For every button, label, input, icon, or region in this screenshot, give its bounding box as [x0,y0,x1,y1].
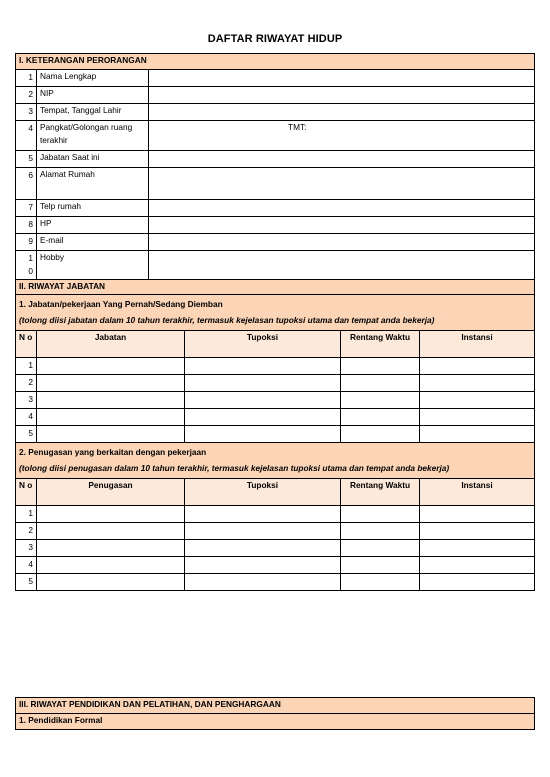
row-number: 1 [16,506,37,523]
value-cell[interactable] [149,151,535,168]
cell[interactable] [185,540,341,557]
cell[interactable] [420,409,535,426]
row-label: Hobby [37,251,149,280]
row-number: 3 [16,540,37,557]
table-row [16,392,535,409]
col-header-instansi: Instansi [420,331,535,358]
section-2-header: II. RIWAYAT JABATAN [16,280,535,295]
table-row [16,87,535,104]
cell[interactable] [37,557,185,574]
cell[interactable] [37,540,185,557]
value-cell[interactable] [149,70,535,87]
cell[interactable] [420,358,535,375]
row-number: 2 [16,375,37,392]
cell[interactable] [420,523,535,540]
row-number: 3 [16,104,37,121]
cell[interactable] [185,523,341,540]
row-number: 2 [16,523,37,540]
cell[interactable] [37,506,185,523]
cell[interactable] [420,506,535,523]
part-1-note: (tolong diisi jabatan dalam 10 tahun terakhir, termasuk kejelasan tupoksi utama dan tempat anda bekerja) [19,315,435,325]
table-header-row [16,331,535,358]
value-cell[interactable] [149,87,535,104]
part-2-title: 2. Penugasan yang berkaitan dengan pekerjaan [19,447,207,457]
section-3-header: III. RIWAYAT PENDIDIKAN DAN PELATIHAN, DAN PENGHARGAAN [16,698,535,714]
row-number: 1 0 [16,251,37,280]
tmt-label: TMT: [288,122,307,132]
table-row [16,151,535,168]
table-row [16,200,535,217]
row-number: 8 [16,217,37,234]
cell[interactable] [420,557,535,574]
value-cell[interactable] [149,200,535,217]
cell[interactable] [341,540,420,557]
part-1-heading [16,295,535,331]
cell[interactable] [185,557,341,574]
table-row [16,523,535,540]
row-number: 5 [16,426,37,443]
part-2-note: (tolong diisi penugasan dalam 10 tahun terakhir, termasuk kejelasan tupoksi utama dan tempat anda bekerja) [19,463,450,473]
employment-history-table [15,279,535,591]
section-1-header: I. KETERANGAN PERORANGAN [16,54,535,70]
row-label: Pangkat/Golongan ruang terakhir [37,121,149,151]
document-title: DAFTAR RIWAYAT HIDUP [207,33,343,45]
table-row [16,375,535,392]
table-row [16,557,535,574]
table-row [16,540,535,557]
row-label: E-mail [37,234,149,251]
section-3-sub-1: 1. Pendidikan Formal [16,714,535,730]
value-cell[interactable] [149,104,535,121]
row-number: 5 [16,151,37,168]
col-header-rentang-waktu: Rentang Waktu [341,331,420,358]
cell[interactable] [341,557,420,574]
table-row [16,217,535,234]
cell[interactable] [341,506,420,523]
part-2-heading [16,443,535,479]
table-row [16,358,535,375]
row-label: Nama Lengkap [37,70,149,87]
table-row [16,251,535,280]
row-number: 1 [16,70,37,87]
row-label: HP [37,217,149,234]
value-cell[interactable] [149,168,535,200]
col-header-jabatan: Jabatan [37,331,185,358]
table-row [16,409,535,426]
cell[interactable] [37,409,185,426]
cell[interactable] [185,392,341,409]
row-label: Alamat Rumah [37,168,149,200]
row-label: Telp rumah [37,200,149,217]
col-header-tupoksi: Tupoksi [185,331,341,358]
table-row [16,121,535,151]
cell[interactable] [37,574,185,591]
row-number: 3 [16,392,37,409]
cell[interactable] [420,375,535,392]
col-header-no: N o [16,331,37,358]
cell[interactable] [341,358,420,375]
cell[interactable] [37,426,185,443]
table-row [16,70,535,87]
table-row [16,234,535,251]
cell[interactable] [185,358,341,375]
row-number: 9 [16,234,37,251]
cell[interactable] [420,392,535,409]
cell[interactable] [341,392,420,409]
personal-info-table [15,53,535,280]
table-row [16,506,535,523]
cell[interactable] [420,426,535,443]
cell[interactable] [341,574,420,591]
table-header-row [16,479,535,506]
value-cell[interactable] [149,251,535,280]
table-row [16,574,535,591]
table-row [16,426,535,443]
cell[interactable] [37,375,185,392]
row-number: 6 [16,168,37,200]
cell[interactable] [185,409,341,426]
cell[interactable] [185,574,341,591]
row-number: 5 [16,574,37,591]
value-cell[interactable] [149,217,535,234]
cell[interactable] [420,540,535,557]
table-row [16,104,535,121]
col-header-penugasan: Penugasan [37,479,185,506]
cell[interactable] [185,426,341,443]
row-label: NIP [37,87,149,104]
row-number: 2 [16,87,37,104]
cell[interactable] [37,358,185,375]
value-cell[interactable] [149,234,535,251]
table-row [16,168,535,200]
cell[interactable] [37,523,185,540]
col-header-rentang-waktu: Rentang Waktu [341,479,420,506]
cell[interactable] [185,375,341,392]
cell[interactable] [420,574,535,591]
cell[interactable] [37,392,185,409]
row-number: 4 [16,557,37,574]
part-1-title: 1. Jabatan/pekerjaan Yang Pernah/Sedang Diemban [19,299,223,309]
value-cell[interactable] [149,121,535,151]
col-header-no: N o [16,479,37,506]
cell[interactable] [341,409,420,426]
row-number: 7 [16,200,37,217]
cell[interactable] [341,523,420,540]
row-number: 4 [16,121,37,151]
education-table [15,697,535,730]
row-label: Tempat, Tanggal Lahir [37,104,149,121]
col-header-tupoksi: Tupoksi [185,479,341,506]
cell[interactable] [341,375,420,392]
cell[interactable] [341,426,420,443]
row-label: Jabatan Saat ini [37,151,149,168]
row-number: 1 [16,358,37,375]
row-number: 4 [16,409,37,426]
col-header-instansi: Instansi [420,479,535,506]
cell[interactable] [185,506,341,523]
